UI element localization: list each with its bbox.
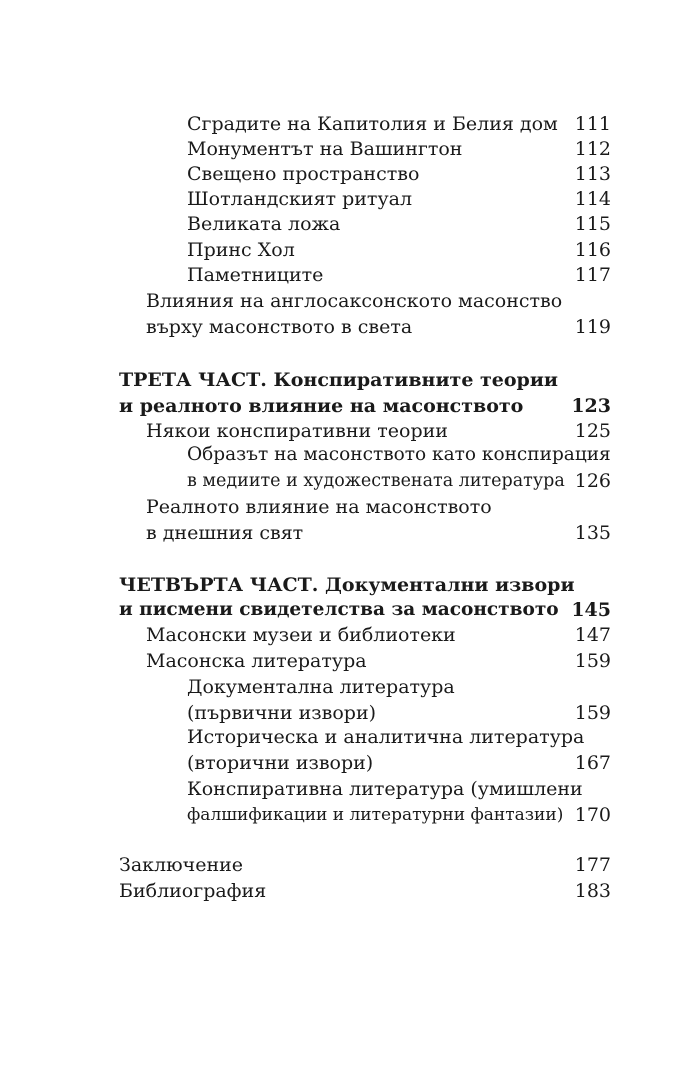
toc-entry-title: Масонски музеи и библиотеки (146, 624, 456, 646)
toc-entry-page: 125 (574, 420, 611, 442)
toc-entry-title: и писмени свидетелства за масонството (119, 599, 559, 620)
toc-entry-title: Сградите на Капитолия и Белия дом (187, 113, 558, 135)
toc-entry-title: Заключение (119, 854, 244, 876)
toc-entry-page: 111 (574, 113, 611, 135)
toc-entry-page: 115 (574, 213, 611, 235)
toc-entry-title: в медиите и художествената литература (187, 471, 565, 491)
toc-entry-title: фалшификации и литературни фантазии) (187, 805, 564, 825)
toc-entry-page: 119 (574, 316, 611, 338)
toc-entry (187, 111, 611, 137)
toc-entry-page: 135 (574, 522, 611, 544)
toc-entry-title: Някои конспиративни теории (146, 420, 448, 442)
toc-entry (119, 852, 611, 878)
toc-entry-title: Масонска литература (146, 650, 367, 672)
toc-entry (187, 724, 611, 750)
toc-entry-title: ЧЕТВЪРТА ЧАСТ. Документални извори (119, 574, 575, 596)
toc-entry-page: 126 (574, 470, 611, 492)
toc-entry (146, 288, 611, 314)
toc-entry-page: 112 (574, 138, 611, 160)
toc-entry (187, 237, 611, 263)
toc-entry (187, 186, 611, 212)
toc-entry-title: Реалното влияние на масонството (146, 496, 492, 518)
toc-entry (187, 442, 611, 468)
toc-entry-page: 183 (574, 880, 611, 902)
toc-entry-title: Конспиративна литература (умишлени (187, 778, 583, 800)
toc-entry-title: Свещено пространство (187, 163, 420, 185)
part-heading (119, 367, 611, 393)
toc-entry (187, 674, 611, 700)
toc-entry-page: 117 (574, 264, 611, 286)
toc-entry (187, 776, 611, 802)
toc-entry (187, 211, 611, 237)
toc-entry-title: Паметниците (187, 264, 324, 286)
toc-entry-title: Образът на масонството като конспирация (187, 444, 611, 465)
toc-entry (187, 802, 611, 828)
toc-entry (146, 648, 611, 674)
toc-entry (187, 262, 611, 288)
toc-entry-title: Шотландският ритуал (187, 188, 413, 210)
toc-entry (146, 520, 611, 546)
toc-entry-page: 167 (574, 752, 611, 774)
toc-entry (187, 750, 611, 776)
toc-entry-title: Монументът на Вашингтон (187, 138, 463, 160)
toc-entry (119, 878, 611, 904)
toc-entry-title: ТРЕТА ЧАСТ. Конспиративните теории (119, 369, 559, 391)
part-heading (119, 597, 611, 623)
toc-entry-title: Великата ложа (187, 213, 341, 235)
toc-entry-page: 123 (571, 395, 611, 417)
toc-entry (187, 468, 611, 494)
toc-entry-title: (първични извори) (187, 702, 377, 724)
toc-entry (146, 314, 611, 340)
toc-entry-page: 147 (574, 624, 611, 646)
toc-entry-page: 114 (574, 188, 611, 210)
toc-entry-title: и реалното влияние на масонството (119, 395, 524, 417)
toc-entry-title: Влияния на англосаксонското масонство (146, 290, 563, 312)
part-heading (119, 393, 611, 419)
toc-entry-title: Библиография (119, 880, 267, 902)
toc-entry-title: Принс Хол (187, 239, 295, 261)
toc-entry-title: върху масонството в света (146, 316, 413, 338)
toc-entry-title: Историческа и аналитична литература (187, 726, 585, 748)
toc-entry-page: 159 (574, 650, 611, 672)
toc-entry-page: 170 (574, 804, 611, 826)
toc-entry-title: Документална литература (187, 676, 455, 698)
toc-entry-title: в днешния свят (146, 522, 304, 544)
toc-entry-page: 145 (571, 599, 611, 621)
toc-entry (146, 418, 611, 444)
toc-entry-page: 177 (574, 854, 611, 876)
toc-entry-page: 116 (574, 239, 611, 261)
toc-entry (187, 700, 611, 726)
part-heading (119, 572, 611, 598)
toc-entry (187, 136, 611, 162)
toc-entry (187, 161, 611, 187)
toc-entry-page: 159 (574, 702, 611, 724)
toc-entry-page: 113 (574, 163, 611, 185)
toc-entry (146, 622, 611, 648)
toc-entry-title: (вторични извори) (187, 752, 374, 774)
toc-entry (146, 494, 611, 520)
